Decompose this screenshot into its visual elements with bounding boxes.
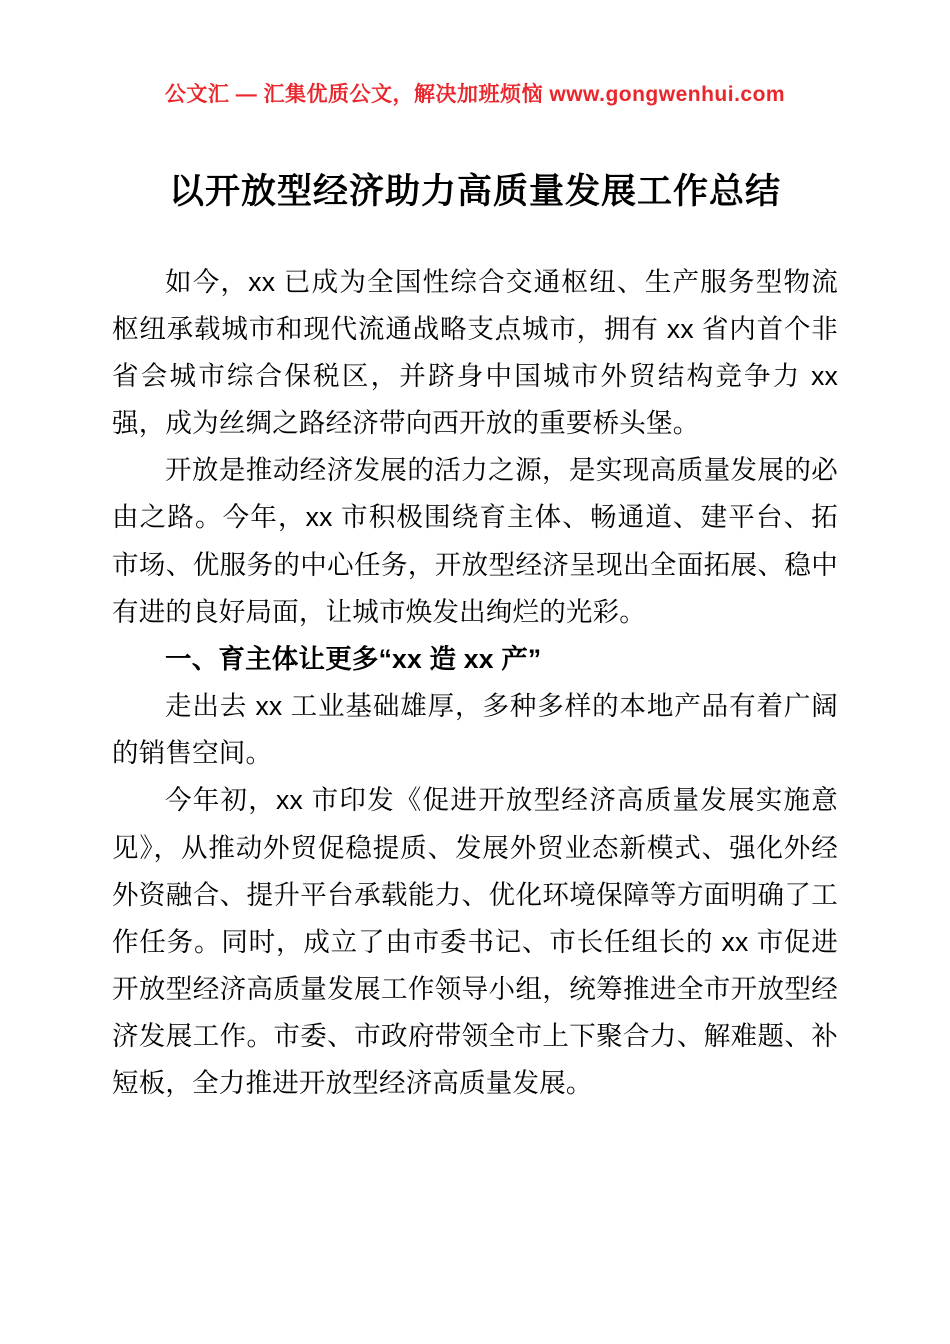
document-body — [112, 259, 838, 1108]
site-watermark: 公文汇 — 汇集优质公文，解决加班烦恼 www.gongwenhui.com — [164, 83, 786, 106]
paragraph: 走出去 xx 工业基础雄厚，多种多样的本地产品有着广阔的销售空间。 — [112, 691, 838, 769]
page-title: 以开放型经济助力高质量发展工作总结 — [168, 172, 781, 212]
paragraph: 今年初，xx 市印发《促进开放型经济高质量发展实施意见》，从推动外贸促稳提质、发展外贸业态新模式、强化外经外资融合、提升平台承载能力、优化环境保障等方面明确了工作任务。同时，成立了由市委书记、市长任组长的 xx 市促进开放型经济高质量发展工作领导小组，统筹推进全市开放型经济发展工作。市委、市政府带领全市上下聚合力、解难题、补短板，全力推进开放型经济高质量发展。 — [112, 785, 838, 1099]
paragraph: 开放是推动经济发展的活力之源，是实现高质量发展的必由之路。今年，xx 市积极围绕育主体、畅通道、建平台、拓市场、优服务的中心任务，开放型经济呈现出全面拓展、稳中有进的良好局面，让城市焕发出绚烂的光彩。 — [112, 455, 838, 627]
paragraph: 如今，xx 已成为全国性综合交通枢纽、生产服务型物流枢纽承载城市和现代流通战略支点城市，拥有 xx 省内首个非省会城市综合保税区，并跻身中国城市外贸结构竞争力 xx 强，成为丝绸之路经济带向西开放的重要桥头堡。 — [112, 266, 838, 439]
section-heading: 一、育主体让更多“xx 造 xx 产” — [165, 643, 542, 674]
